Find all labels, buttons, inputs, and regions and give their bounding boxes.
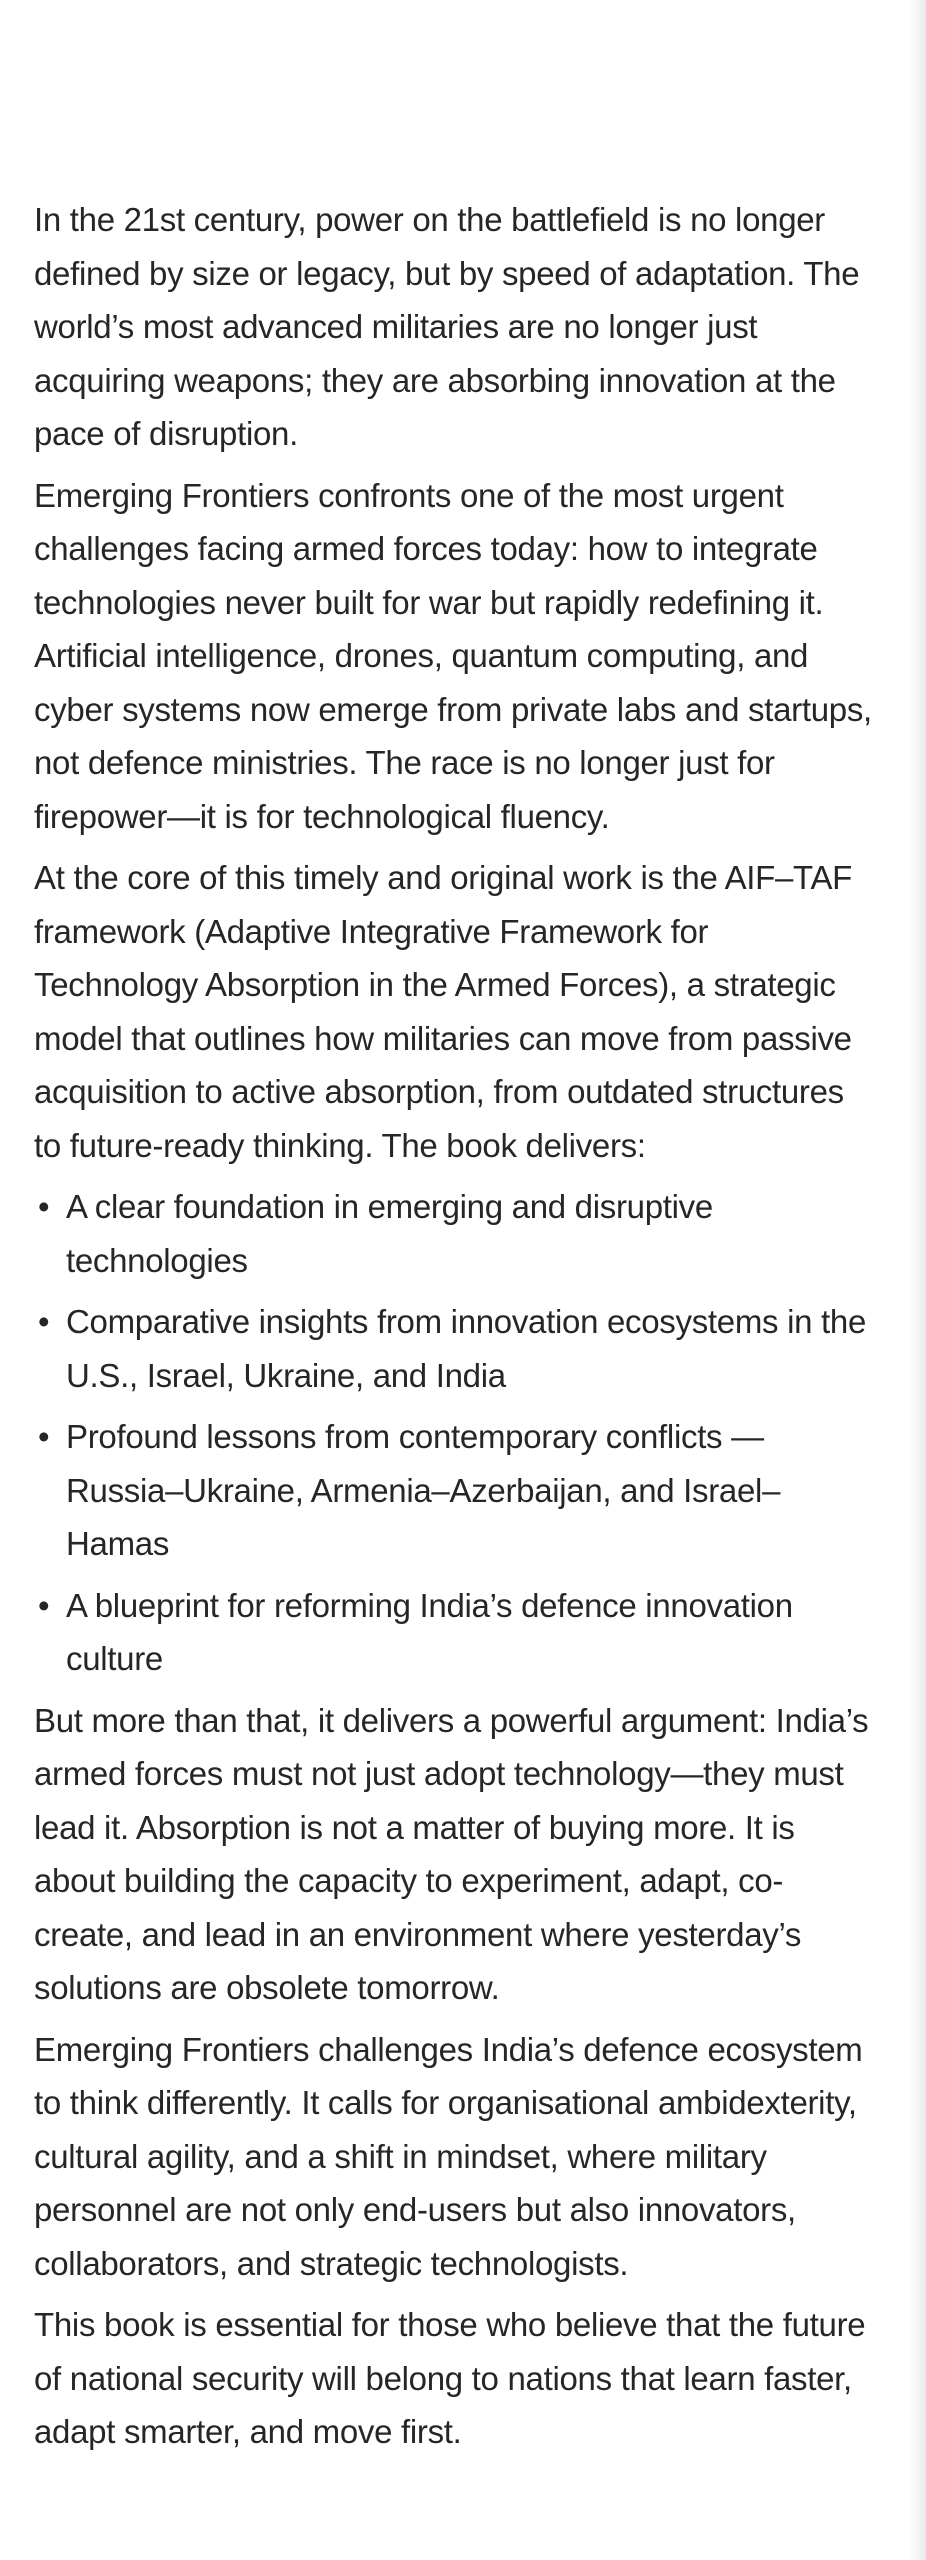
list-item xyxy=(34,1180,876,1287)
blurb-text-block xyxy=(34,193,876,2467)
framework-paragraph: At the core of this timely and original work is the AIF–TAF framework (Adaptive Integrative Framework for Technology Absorption in the Armed Forces), a strategic model that outlines how militaries can move from passive acquisition to active absorption, from outdated structures to future-ready thinking. The book delivers: xyxy=(34,859,853,1164)
ecosystem-paragraph: Emerging Frontiers challenges India’s defence ecosystem to think differently. It calls for organisational ambidexterity, cultural agility, and a shift in mindset, where military personnel are not only end-users but also innovators, collaborators, and strategic technologists. xyxy=(34,2030,863,2282)
list-item-text: Profound lessons from contemporary conflicts — Russia–Ukraine, Armenia–Azerbaijan, and Israel–Hamas xyxy=(66,1418,781,1562)
page-edge-shadow xyxy=(908,0,926,2560)
list-item-text: A blueprint for reforming India’s defence innovation culture xyxy=(66,1586,793,1677)
bullet-icon: • xyxy=(38,1418,50,1455)
argument-paragraph: But more than that, it delivers a powerful argument: India’s armed forces must not just adopt technology—they must lead it. Absorption is not a matter of buying more. It is about building the capacity to experiment, adapt, co-create, and lead in an environment where yesterday’s solutions are obsolete tomorrow. xyxy=(34,1701,869,2006)
intro-paragraph: In the 21st century, power on the battlefield is no longer defined by size or legacy, but by speed of adaptation. The world’s most advanced militaries are no longer just acquiring weapons; they are absorbing innovation at the pace of disruption. xyxy=(34,201,860,452)
bullet-icon: • xyxy=(38,1586,50,1624)
deliverables-list xyxy=(34,1180,876,1686)
list-item-text: Comparative insights from innovation ecosystems in the U.S., Israel, Ukraine, and India xyxy=(66,1303,867,1394)
closing-paragraph: This book is essential for those who believe that the future of national security will belong to nations that learn faster, adapt smarter, and move first. xyxy=(34,2306,866,2450)
bullet-icon: • xyxy=(38,1303,50,1340)
list-item xyxy=(34,1579,876,1686)
list-item-text: A clear foundation in emerging and disruptive technologies xyxy=(66,1188,713,1279)
list-item xyxy=(34,1410,876,1571)
list-item xyxy=(34,1295,876,1402)
bullet-icon: • xyxy=(38,1188,50,1225)
challenge-paragraph: Emerging Frontiers confronts one of the most urgent challenges facing armed forces today: how to integrate technologies never built for war but rapidly redefining it. Artificial intelligence, drones, quantum computing, and cyber systems now emerge from private labs and startups, not defence ministries. The race is no longer just for firepower—it is for technological fluency. xyxy=(34,476,872,835)
